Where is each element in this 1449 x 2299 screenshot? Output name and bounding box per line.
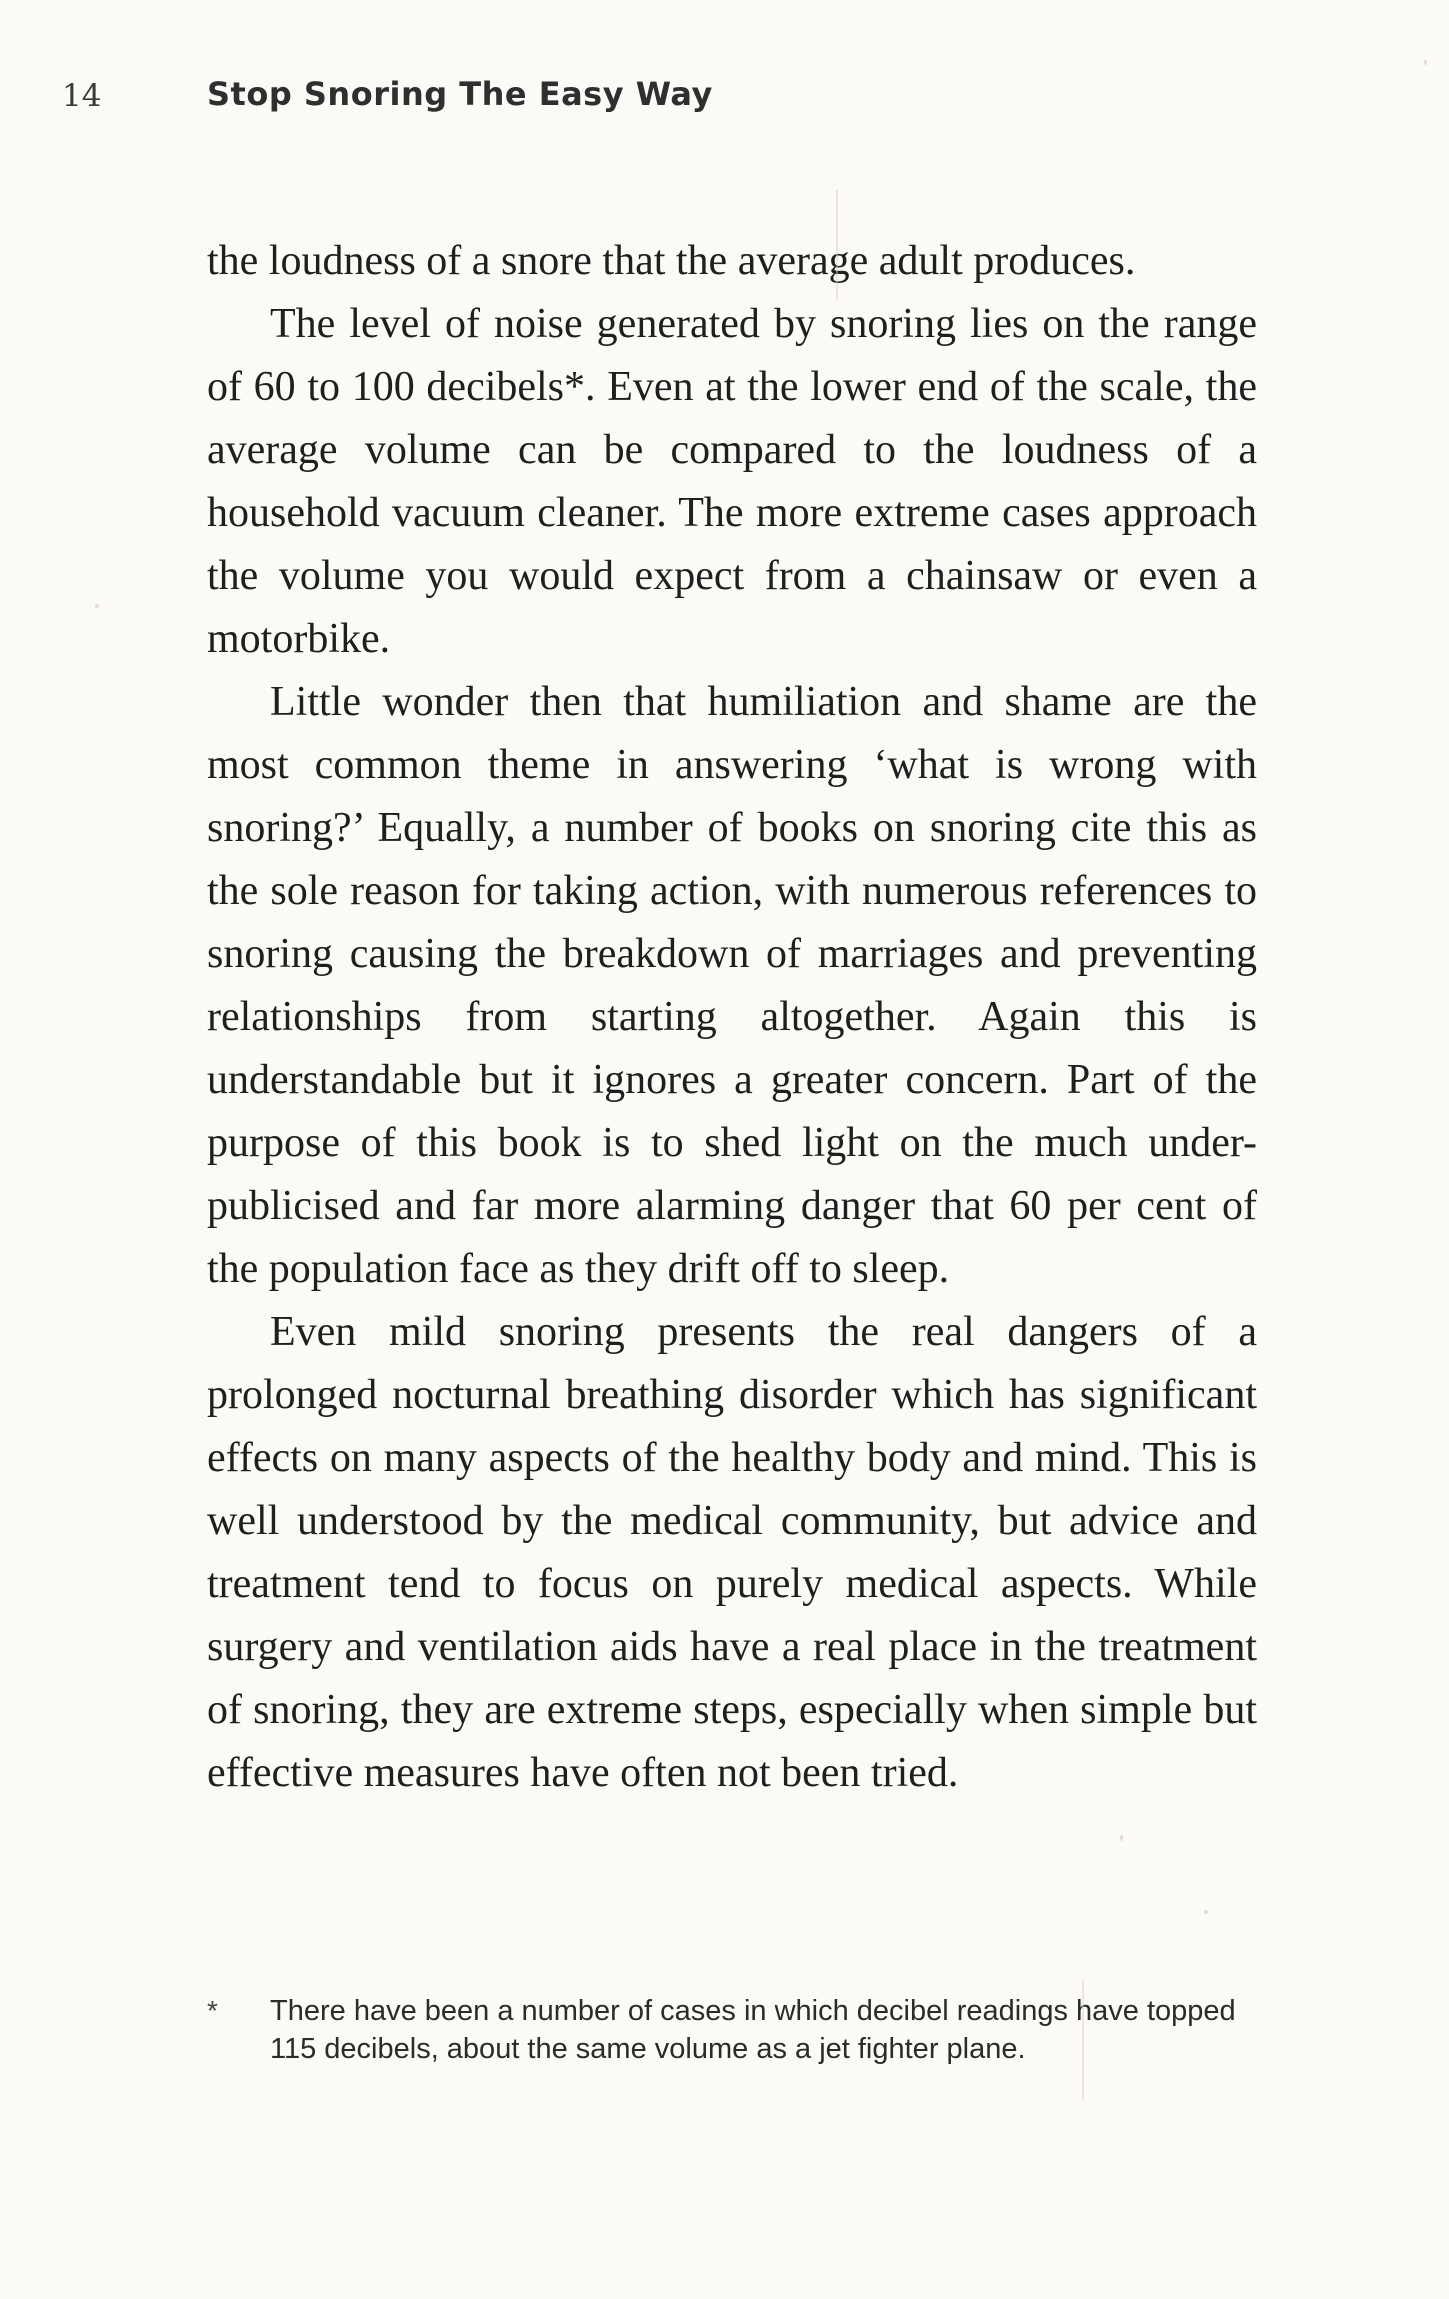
scan-speck: [1204, 1910, 1208, 1914]
page-number: 14: [62, 78, 102, 114]
footnote-mark: *: [207, 1995, 218, 2026]
paragraph: Even mild snoring presents the real dangers of a prolonged nocturnal breathing disorder which has significant effects on many aspects of the healthy body and mind. This is well understood by the medical community, but advice and treatment tend to focus on purely medical aspects. While surgery and ventilation aids have a real place in the treatment of snoring, they are extreme steps, especially when simple but effective measures have often not been tried.: [207, 1309, 1257, 1796]
footnote: [207, 1992, 1257, 2068]
paragraph: the loudness of a snore that the average adult produces.: [207, 238, 1136, 284]
scan-streak: [836, 190, 838, 300]
scan-speck: [1424, 60, 1427, 65]
scan-speck: [95, 604, 99, 608]
paragraph: Little wonder then that humiliation and shame are the most common theme in answering ‘what is wrong with snoring?’ Equally, a number of books on snoring cite this as the sole reason for taking action, with numerous references to snoring causing the breakdown of marriages and preventing relationships from starting altogether. Again this is understandable but it ignores a greater concern. Part of the purpose of this book is to shed light on the much under-publicised and far more alarming danger that 60 per cent of the population face as they drift off to sleep.: [207, 679, 1257, 1292]
scan-streak: [1082, 1980, 1084, 2100]
running-head: Stop Snoring The Easy Way: [207, 75, 713, 113]
footnote-text: There have been a number of cases in which decibel readings have topped 115 decibels, about the same volume as a jet fighter plane.: [270, 1995, 1236, 2065]
body-text: [207, 230, 1257, 1805]
paragraph: The level of noise generated by snoring lies on the range of 60 to 100 decibels*. Even at the lower end of the scale, the average volume can be compared to the loudness of a household vacuum cleaner. The more extreme cases approach the volume you would expect from a chainsaw or even a motorbike.: [207, 301, 1257, 662]
scan-speck: [1120, 1835, 1123, 1841]
